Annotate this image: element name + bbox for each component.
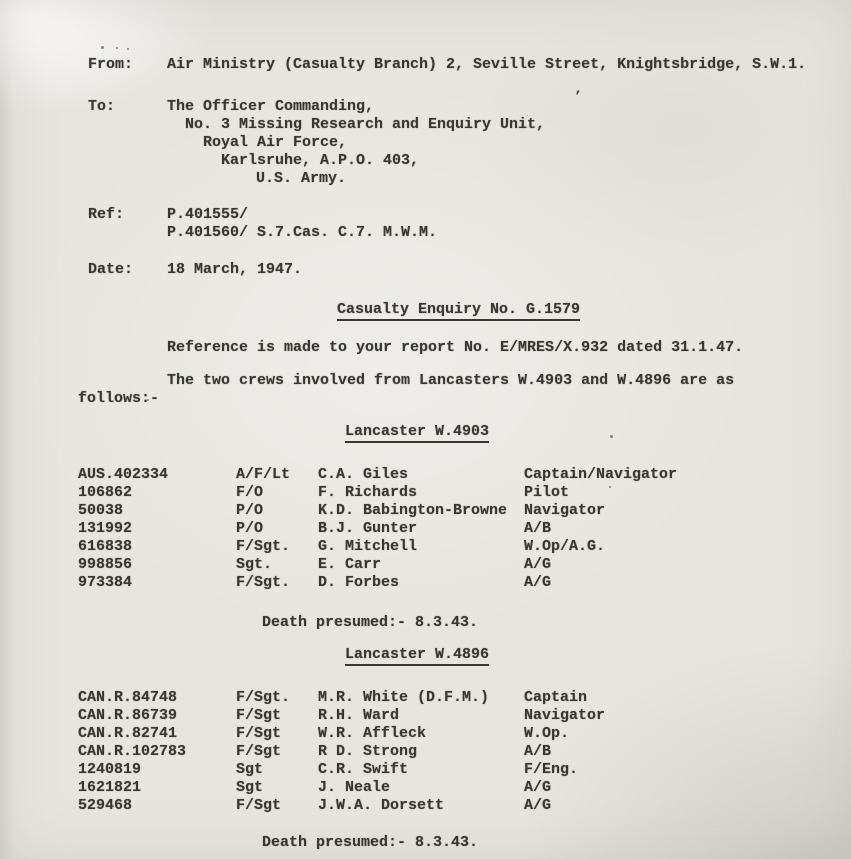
crew-row [0,779,851,797]
crew-name: R.H. Ward [318,707,400,724]
service-number: CAN.R.86739 [78,707,178,724]
date-value: 18 March, 1947. [167,261,303,278]
service-number: AUS.402334 [78,466,169,483]
crew-row [0,574,851,592]
section-heading-lancaster-w4903: Lancaster W.4903 [345,423,489,443]
service-number: 529468 [78,797,133,814]
service-number: CAN.R.102783 [78,743,187,760]
rank: A/F/Lt [236,466,291,483]
crew-duty: F/Eng. [524,761,579,778]
service-number: 131992 [78,520,133,537]
crew-table-w4903 [0,466,851,592]
crew-row [0,556,851,574]
from-address: Air Ministry (Casualty Branch) 2, Seville Street, Knightsbridge, S.W.1. [167,56,807,73]
crew-duty: A/G [524,779,552,796]
crew-duty: Captain [524,689,588,706]
rank: F/Sgt. [236,538,291,555]
rank: F/O [236,484,264,501]
crew-name: E. Carr [318,556,382,573]
service-number: 106862 [78,484,133,501]
service-number: CAN.R.82741 [78,725,178,742]
service-number: CAN.R.84748 [78,689,178,706]
crew-duty: A/G [524,797,552,814]
crew-duty: Navigator [524,707,606,724]
crew-duty: A/G [524,574,552,591]
crew-duty: Pilot [524,484,570,501]
scan-speck [116,47,118,49]
crew-row [0,520,851,538]
service-number: 998856 [78,556,133,573]
service-number: 1621821 [78,779,142,796]
crew-name: J. Neale [318,779,391,796]
crew-name: G. Mitchell [318,538,418,555]
death-presumed-note-2: Death presumed:- 8.3.43. [262,834,479,851]
rank: F/Sgt [236,743,282,760]
rank: F/Sgt [236,725,282,742]
ref-line: P.401560/ S.7.Cas. C.7. M.W.M. [167,224,438,241]
crew-row [0,538,851,556]
rank: P/O [236,502,264,519]
crew-name: R D. Strong [318,743,418,760]
crew-row [0,466,851,484]
crew-duty: Captain/Navigator [524,466,678,483]
from-label: From: [88,56,134,73]
crew-duty: A/B [524,520,552,537]
to-address-line: The Officer Commanding, [167,98,375,115]
to-label: To: [88,98,116,115]
section-heading-lancaster-w4896: Lancaster W.4896 [345,646,489,666]
ref-label: Ref: [88,206,125,223]
crew-name: J.W.A. Dorsett [318,797,445,814]
crew-name: W.R. Affleck [318,725,427,742]
crew-row [0,502,851,520]
rank: F/Sgt [236,707,282,724]
service-number: 50038 [78,502,124,519]
rank: Sgt. [236,556,273,573]
ref-line: P.401555/ [167,206,249,223]
scan-speck [127,48,129,50]
crew-table-w4896 [0,689,851,815]
crew-row [0,743,851,761]
crew-row [0,707,851,725]
to-address-line: U.S. Army. [256,170,347,187]
crew-duty: Navigator [524,502,606,519]
crew-name: M.R. White (D.F.M.) [318,689,490,706]
scan-speck [101,46,104,49]
crew-name: F. Richards [318,484,418,501]
paragraph-crews: The two crews involved from Lancasters W.4903 and W.4896 are as [167,372,735,389]
service-number: 616838 [78,538,133,555]
date-label: Date: [88,261,134,278]
rank: F/Sgt. [236,689,291,706]
crew-duty: W.Op/A.G. [524,538,606,555]
paragraph-crews-wrap: follows:- [78,390,160,407]
crew-duty: A/G [524,556,552,573]
crew-row [0,689,851,707]
to-address-line: Royal Air Force, [203,134,348,151]
crew-name: D. Forbes [318,574,400,591]
crew-row [0,484,851,502]
crew-row [0,725,851,743]
rank: F/Sgt [236,797,282,814]
crew-name: C.A. Giles [318,466,409,483]
paragraph-reference: Reference is made to your report No. E/MRES/X.932 dated 31.1.47. [167,339,744,356]
death-presumed-note-1: Death presumed:- 8.3.43. [262,614,479,631]
to-address-line: No. 3 Missing Research and Enquiry Unit, [185,116,546,133]
crew-name: K.D. Babington-Browne [318,502,508,519]
crew-duty: W.Op. [524,725,570,742]
service-number: 973384 [78,574,133,591]
service-number: 1240819 [78,761,142,778]
scan-speck: ’ [574,89,582,104]
crew-row [0,797,851,815]
rank: F/Sgt. [236,574,291,591]
scan-speck [610,435,613,438]
page-title: Casualty Enquiry No. G.1579 [337,301,580,321]
rank: P/O [236,520,264,537]
crew-name: B.J. Gunter [318,520,418,537]
to-address-line: Karlsruhe, A.P.O. 403, [221,152,420,169]
rank: Sgt [236,779,264,796]
rank: Sgt [236,761,264,778]
crew-name: C.R. Swift [318,761,409,778]
crew-duty: A/B [524,743,552,760]
crew-row [0,761,851,779]
